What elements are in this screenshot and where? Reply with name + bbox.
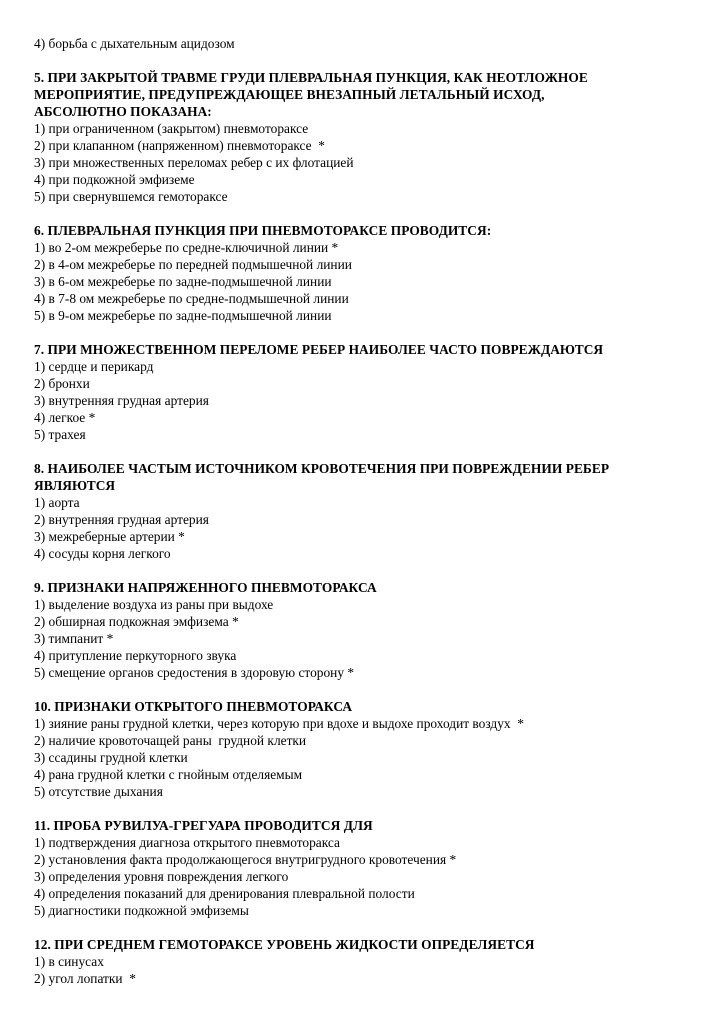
- answer-option: 5) смещение органов средостения в здоровую сторону *: [34, 665, 355, 680]
- question-9: [34, 579, 694, 681]
- question-title-line: 7. ПРИ МНОЖЕСТВЕННОМ ПЕРЕЛОМЕ РЕБЕР НАИБОЛЕЕ ЧАСТО ПОВРЕЖДАЮТСЯ: [34, 342, 604, 357]
- question-6: [34, 222, 694, 324]
- question-title-line: ЯВЛЯЮТСЯ: [34, 478, 116, 493]
- answer-option: 1) зияние раны грудной клетки, через которую при вдохе и выдохе проходит воздух *: [34, 716, 525, 731]
- answer-option: 3) внутренняя грудная артерия: [34, 393, 209, 408]
- answer-option: 2) внутренняя грудная артерия: [34, 512, 209, 527]
- answer-option: 4) в 7-8 ом межреберье по средне-подмышечной линии: [34, 291, 349, 306]
- answer-option: 4) притупление перкуторного звука: [34, 648, 237, 663]
- answer-option: 4) рана грудной клетки с гнойным отделяемым: [34, 767, 303, 782]
- question-7: [34, 341, 694, 443]
- answer-option: 3) ссадины грудной клетки: [34, 750, 188, 765]
- document-page: [34, 35, 694, 987]
- question-8: [34, 460, 694, 562]
- answer-option: 1) аорта: [34, 495, 80, 510]
- answer-option: 3) тимпанит *: [34, 631, 114, 646]
- answer-option: 3) межреберные артерии *: [34, 529, 185, 544]
- question-10: [34, 698, 694, 800]
- answer-option: 2) при клапанном (напряженном) пневмотораксе *: [34, 138, 326, 153]
- question-12: [34, 936, 694, 987]
- answer-option: 3) в 6-ом межреберье по задне-подмышечной линии: [34, 274, 332, 289]
- answer-option: 1) подтверждения диагноза открытого пневмоторакса: [34, 835, 340, 850]
- answer-option: 2) наличие кровоточащей раны грудной клетки: [34, 733, 307, 748]
- question-title-line: МЕРОПРИЯТИЕ, ПРЕДУПРЕЖДАЮЩЕЕ ВНЕЗАПНЫЙ ЛЕТАЛЬНЫЙ ИСХОД,: [34, 87, 545, 102]
- answer-option: 2) установления факта продолжающегося внутригрудного кровотечения *: [34, 852, 457, 867]
- answer-option: 5) трахея: [34, 427, 86, 442]
- answer-option: 4) при подкожной эмфиземе: [34, 172, 195, 187]
- answer-option: 1) сердце и перикард: [34, 359, 154, 374]
- answer-option: 3) определения уровня повреждения легкого: [34, 869, 289, 884]
- answer-option: 4) сосуды корня легкого: [34, 546, 171, 561]
- answer-option: 5) в 9-ом межреберье по задне-подмышечной линии: [34, 308, 332, 323]
- answer-option: 1) во 2-ом межреберье по средне-ключичной линии *: [34, 240, 339, 255]
- question-title-line: 5. ПРИ ЗАКРЫТОЙ ТРАВМЕ ГРУДИ ПЛЕВРАЛЬНАЯ ПУНКЦИЯ, КАК НЕОТЛОЖНОЕ: [34, 70, 588, 85]
- answer-option: 3) при множественных переломах ребер с их флотацией: [34, 155, 354, 170]
- question-title-line: 6. ПЛЕВРАЛЬНАЯ ПУНКЦИЯ ПРИ ПНЕВМОТОРАКСЕ ПРОВОДИТСЯ:: [34, 223, 492, 238]
- answer-option: 1) выделение воздуха из раны при выдохе: [34, 597, 274, 612]
- question-title-line: 9. ПРИЗНАКИ НАПРЯЖЕННОГО ПНЕВМОТОРАКСА: [34, 580, 377, 595]
- question-title-line: 8. НАИБОЛЕЕ ЧАСТЫМ ИСТОЧНИКОМ КРОВОТЕЧЕНИЯ ПРИ ПОВРЕЖДЕНИИ РЕБЕР: [34, 461, 610, 476]
- answer-option: 1) в синусах: [34, 954, 104, 969]
- answer-option: 5) отсутствие дыхания: [34, 784, 163, 799]
- answer-option: 2) обширная подкожная эмфизема *: [34, 614, 239, 629]
- question-title-line: 12. ПРИ СРЕДНЕМ ГЕМОТОРАКСЕ УРОВЕНЬ ЖИДКОСТИ ОПРЕДЕЛЯЕТСЯ: [34, 937, 535, 952]
- answer-option: 5) при свернувшемся гемотораксе: [34, 189, 228, 204]
- question-title-line: АБСОЛЮТНО ПОКАЗАНА:: [34, 104, 212, 119]
- answer-option: 2) угол лопатки *: [34, 971, 136, 986]
- answer-option: 2) в 4-ом межреберье по передней подмышечной линии: [34, 257, 352, 272]
- answer-option: 5) диагностики подкожной эмфиземы: [34, 903, 249, 918]
- answer-option: 4) определения показаний для дренирования плевральной полости: [34, 886, 415, 901]
- question-title-line: 10. ПРИЗНАКИ ОТКРЫТОГО ПНЕВМОТОРАКСА: [34, 699, 353, 714]
- leading-answer: 4) борьба с дыхательным ацидозом: [34, 36, 235, 51]
- answer-option: 4) легкое *: [34, 410, 96, 425]
- answer-option: 2) бронхи: [34, 376, 90, 391]
- question-11: [34, 817, 694, 919]
- question-5: [34, 69, 694, 205]
- answer-option: 1) при ограниченном (закрытом) пневмотораксе: [34, 121, 309, 136]
- question-title-line: 11. ПРОБА РУВИЛУА-ГРЕГУАРА ПРОВОДИТСЯ ДЛЯ: [34, 818, 373, 833]
